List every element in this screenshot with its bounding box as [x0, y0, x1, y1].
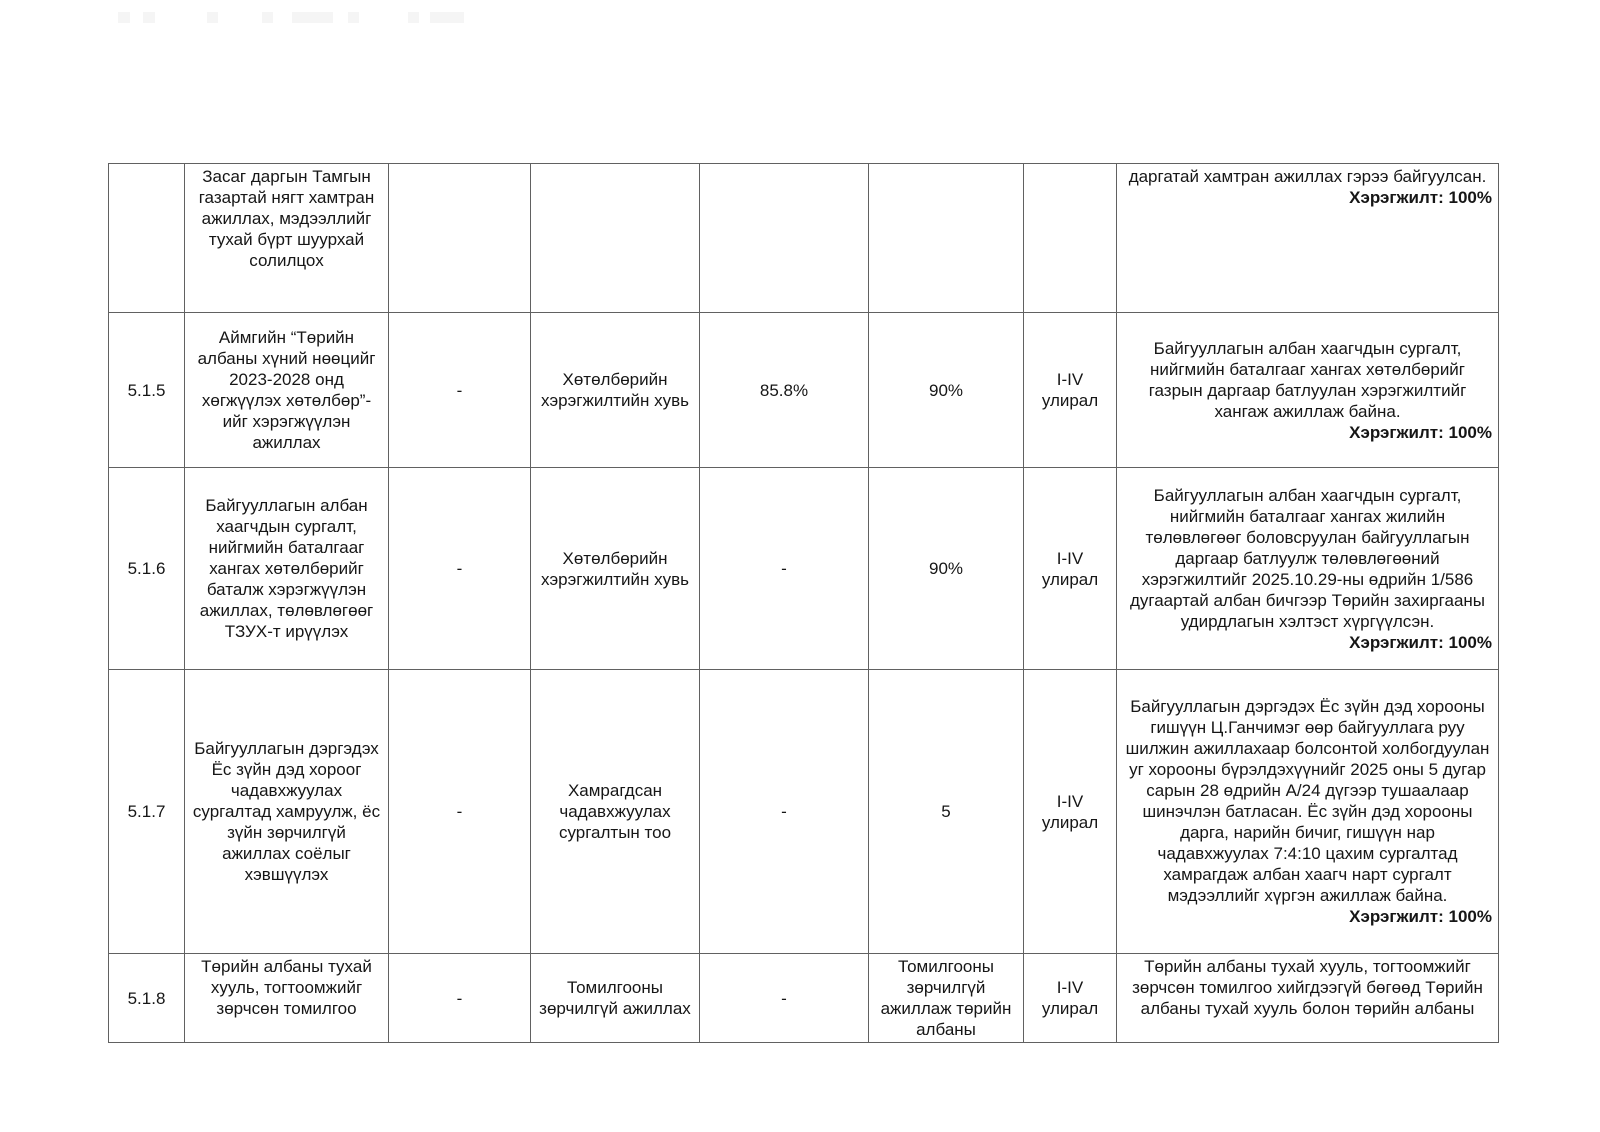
faint-mark — [292, 12, 333, 23]
period-value: I-IV улирал — [1041, 548, 1099, 589]
period-value: I-IV улирал — [1041, 978, 1099, 1018]
implementation-text: даргатай хамтран ажиллах гэрээ байгуулсан. — [1128, 167, 1487, 186]
activity-text: Төрийн албаны тухай хууль, тогтоомжийг зөрчсөн томилгоо — [201, 957, 372, 1018]
implementation-result: Хэрэгжилт: 100% — [1349, 907, 1492, 926]
cell-no — [109, 164, 185, 313]
cell-period — [1024, 670, 1117, 954]
cell-period — [1024, 954, 1117, 1043]
row-number: 5.1.5 — [127, 380, 166, 400]
row-number: 5.1.6 — [127, 559, 166, 578]
cell-target — [869, 954, 1024, 1043]
row-number: 5.1.8 — [127, 988, 166, 1008]
cell-activity — [185, 468, 389, 670]
indicator-text: Хамрагдсан чадавхжуулах сургалтын тоо — [558, 781, 672, 842]
target-value: 5 — [941, 802, 951, 821]
activity-text: Аймгийн “Төрийн албаны хүний нөөцийг 2023-2028 онд хөгжүүлэх хөтөлбөр”-ийг хэрэгжүүлэн ажиллах — [197, 328, 376, 452]
cell-no — [109, 468, 185, 670]
target-value: 90% — [928, 559, 964, 578]
cell-target — [869, 164, 1024, 313]
faint-mark — [143, 12, 155, 23]
cell-baseline — [700, 164, 869, 313]
cell-period — [1024, 164, 1117, 313]
indicator-text: Хөтөлбөрийн хэрэгжилтийн хувь — [540, 370, 690, 410]
cell-measure — [389, 468, 531, 670]
activity-text: Засаг даргын Тамгын газартай нягт хамтран ажиллах, мэдээллийг тухай бүрт шуурхай солилцох — [198, 167, 375, 270]
implementation-result: Хэрэгжилт: 100% — [1349, 632, 1492, 652]
cell-implementation — [1117, 313, 1499, 468]
cell-indicator — [531, 670, 700, 954]
document-table — [108, 163, 1499, 1043]
cell-implementation — [1117, 954, 1499, 1043]
table-row — [109, 670, 1499, 954]
cell-period — [1024, 468, 1117, 670]
measure-value: - — [456, 988, 463, 1008]
measure-value: - — [456, 559, 463, 578]
table-row — [109, 313, 1499, 468]
cell-implementation — [1117, 468, 1499, 670]
cell-baseline — [700, 670, 869, 954]
table-row — [109, 164, 1499, 313]
cell-indicator — [531, 164, 700, 313]
cell-implementation — [1117, 164, 1499, 313]
faint-mark — [118, 12, 130, 23]
target-value: 90% — [928, 380, 964, 400]
measure-value: - — [456, 380, 463, 400]
measure-value: - — [456, 802, 463, 821]
cell-indicator — [531, 313, 700, 468]
cell-target — [869, 468, 1024, 670]
implementation-text: Байгууллагын албан хаагчдын сургалт, нийгмийн баталгааг хангах хөтөлбөрийг газрын даргаар батлуулан хэрэгжилтийг хангаж ажиллаж байна. — [1148, 338, 1467, 421]
activity-text: Байгууллагын дэргэдэх Ёс зүйн дэд хороог чадавхжуулах сургалтад хамруулж, ёс зүйн зөрчилгүй ажиллах соёлыг хэвшүүлэх — [192, 739, 381, 884]
table-row — [109, 468, 1499, 670]
cell-activity — [185, 164, 389, 313]
cell-indicator — [531, 468, 700, 670]
table-row — [109, 954, 1499, 1043]
implementation-result: Хэрэгжилт: 100% — [1349, 188, 1492, 207]
faint-mark — [348, 12, 359, 23]
baseline-value: - — [781, 559, 787, 578]
indicator-text: Хөтөлбөрийн хэрэгжилтийн хувь — [540, 548, 690, 589]
activity-text: Байгууллагын албан хаагчдын сургалт, нийгмийн баталгааг хангах хөтөлбөрийг баталж хэрэгжүүлэн ажиллах, төлөвлөгөөг ТЗУХ-т ирүүлэх — [199, 496, 374, 641]
baseline-value: - — [781, 988, 787, 1008]
faint-mark — [430, 12, 464, 23]
faint-mark — [408, 12, 419, 23]
cell-no — [109, 670, 185, 954]
indicator-text: Томилгооны зөрчилгүй ажиллах — [539, 978, 691, 1018]
cell-baseline — [700, 468, 869, 670]
cell-target — [869, 670, 1024, 954]
cell-no — [109, 313, 185, 468]
cell-period — [1024, 313, 1117, 468]
cell-implementation — [1117, 670, 1499, 954]
implementation-text: Төрийн албаны тухай хууль, тогтоомжийг зөрчсөн томилгоо хийгдээгүй бөгөөд Төрийн албаны тухай хууль болон төрийн албаны — [1132, 957, 1483, 1018]
faint-mark — [207, 12, 218, 23]
implementation-result: Хэрэгжилт: 100% — [1349, 422, 1492, 442]
cell-measure — [389, 164, 531, 313]
cell-activity — [185, 313, 389, 468]
implementation-text: Байгууллагын албан хаагчдын сургалт, нийгмийн баталгааг хангах жилийн төлөвлөгөөг боловсруулан байгууллагын даргаар батлуулж төлөвлөгөөний хэрэгжилтийг 2025.10.29-ны өдрийн 1/586 дугаартай албан бичгээр Төрийн захиргааны удирдлагын хэлтэст хүргүүлсэн. — [1129, 485, 1486, 631]
row-number: 5.1.7 — [127, 802, 166, 821]
target-value: Томилгооны зөрчилгүй ажиллаж төрийн албаны — [880, 957, 1012, 1039]
cell-baseline — [700, 954, 869, 1043]
cell-target — [869, 313, 1024, 468]
faint-header-marks — [0, 12, 1600, 25]
cell-baseline — [700, 313, 869, 468]
period-value: I-IV улирал — [1041, 370, 1099, 410]
cell-measure — [389, 954, 531, 1043]
cell-measure — [389, 313, 531, 468]
cell-no — [109, 954, 185, 1043]
cell-indicator — [531, 954, 700, 1043]
period-value: I-IV улирал — [1041, 791, 1099, 832]
cell-activity — [185, 954, 389, 1043]
cell-measure — [389, 670, 531, 954]
cell-activity — [185, 670, 389, 954]
faint-mark — [262, 12, 273, 23]
implementation-text: Байгууллагын дэргэдэх Ёс зүйн дэд хорооны гишүүн Ц.Ганчимэг өөр байгууллага руу шилжин ажиллахаар болсонтой холбогдуулан уг хорооны бүрэлдэхүүнийг 2025 оны 5 дугар сарын 28 өдрийн А/24 дүгээр тушаалаар шинэчлэн батласан. Ёс зүйн дэд хорооны дарга, нарийн бичиг, гишүүн нар чадавхжуулах 7:4:10 цахим сургалтад хамрагдаж албан хаагч нарт сургалт мэдээллийг хүргэн ажиллаж байна. — [1125, 697, 1490, 905]
baseline-value: 85.8% — [759, 380, 809, 400]
baseline-value: - — [781, 802, 787, 821]
